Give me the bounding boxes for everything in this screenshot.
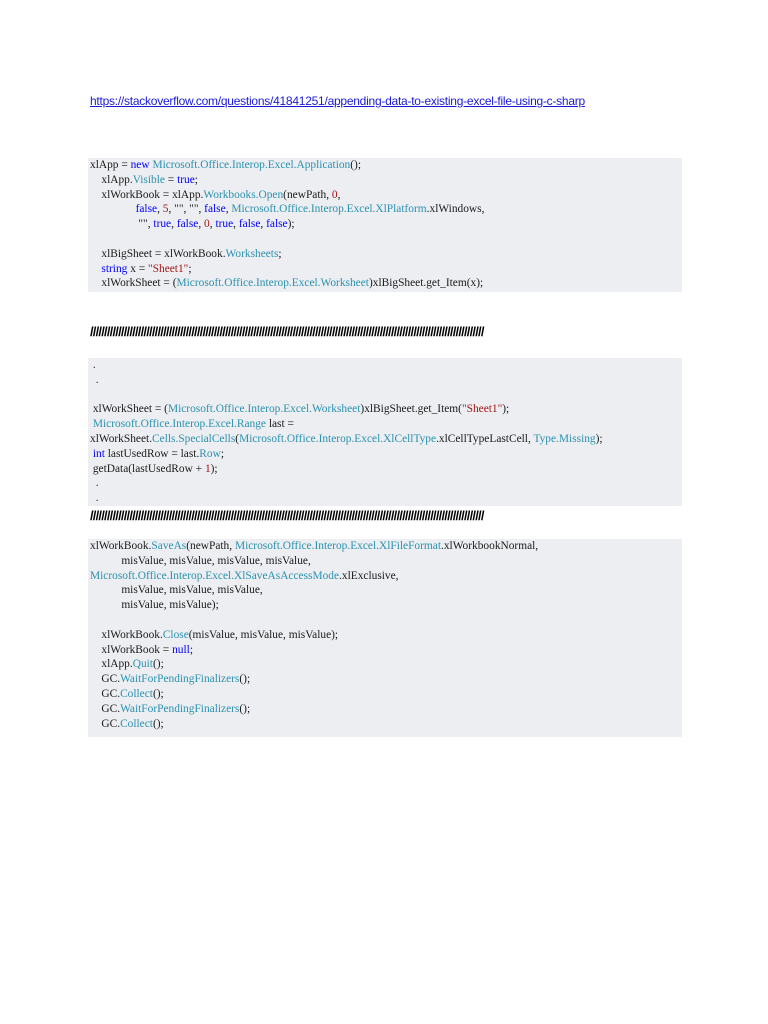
code-token: Collect	[120, 687, 153, 700]
code-token: Worksheets	[225, 247, 279, 260]
code-token: ;	[278, 247, 282, 260]
code-token: getData(lastUsedRow +	[90, 462, 205, 475]
code-token: misValue, misValue);	[90, 599, 219, 612]
code-token: xlWorkSheet = (	[90, 403, 168, 416]
code-token: false	[238, 218, 261, 231]
code-token: null	[172, 643, 190, 656]
code-line	[90, 717, 682, 732]
code-token: GC.	[90, 687, 121, 700]
code-token: .xlWindows,	[426, 203, 485, 216]
code-token: .	[90, 373, 99, 386]
code-line	[90, 276, 682, 291]
code-line	[90, 217, 682, 232]
code-token: int	[92, 447, 105, 460]
code-token: )xlBigSheet.get_Item(	[360, 403, 462, 416]
code-line	[90, 491, 682, 506]
code-token: SaveAs	[151, 540, 187, 552]
code-token: false	[266, 218, 288, 231]
code-token: (newPath,	[186, 540, 235, 552]
code-token: Microsoft.Office.Interop.Excel.Application	[152, 159, 351, 171]
code-token: GC.	[90, 673, 121, 686]
code-line	[90, 657, 682, 672]
code-token: (misValue, misValue, misValue);	[188, 628, 339, 641]
code-block-last-used-row	[88, 358, 682, 506]
code-token: (	[235, 432, 240, 445]
code-token: );	[502, 403, 510, 416]
code-line	[90, 476, 682, 491]
code-token: Close	[162, 628, 189, 641]
code-token: Visible	[132, 173, 165, 186]
code-token: Type.Missing	[533, 432, 596, 445]
code-token: "Sheet1"	[148, 262, 189, 275]
code-token: false	[204, 203, 226, 216]
code-token: );	[595, 432, 603, 445]
code-token: 5	[162, 203, 169, 216]
code-token: xlWorkBook.	[90, 540, 152, 552]
code-token: string	[101, 262, 128, 275]
code-token: "Sheet1"	[461, 403, 503, 416]
code-token: xlWorkBook.	[90, 628, 163, 641]
code-token: Collect	[120, 717, 153, 730]
code-token: ();	[152, 687, 164, 700]
code-token: true	[177, 173, 195, 186]
code-token: xlApp.	[90, 658, 133, 671]
code-token: xlApp =	[90, 159, 131, 171]
code-line	[90, 447, 682, 462]
code-token: ,	[171, 218, 177, 231]
code-token: Microsoft.Office.Interop.Excel.XlPlatform	[231, 203, 427, 216]
code-token: Microsoft.Office.Interop.Excel.Worksheet	[167, 403, 361, 416]
code-token: ;	[220, 447, 224, 460]
code-token: ();	[350, 159, 362, 171]
stackoverflow-link[interactable]: https://stackoverflow.com/questions/41841251/appending-data-to-existing-excel-file-using-c-sharp	[90, 94, 585, 108]
code-token: Microsoft.Office.Interop.Excel.XlFileFormat	[234, 540, 441, 552]
code-token	[90, 263, 101, 275]
code-token: ();	[152, 717, 164, 730]
code-token: Microsoft.Office.Interop.Excel.Worksheet	[176, 277, 369, 290]
code-line	[90, 402, 682, 417]
code-token: ();	[152, 658, 164, 671]
code-line	[90, 173, 682, 188]
code-token: lastUsedRow = last.	[104, 447, 200, 460]
code-line	[90, 539, 682, 554]
code-token: .xlExclusive,	[339, 569, 399, 582]
code-line	[90, 358, 682, 373]
code-token: );	[287, 218, 295, 231]
code-token: 0	[331, 188, 338, 201]
blank-line	[90, 388, 682, 403]
code-token: ,	[198, 218, 205, 231]
code-token: Microsoft.Office.Interop.Excel.XlCellType	[239, 432, 437, 445]
code-token: ,	[337, 188, 341, 201]
code-token: false	[176, 218, 199, 231]
code-token: .xlWorkbookNormal,	[441, 540, 539, 552]
code-token: misValue, misValue, misValue, misValue,	[90, 554, 311, 567]
code-token: false	[135, 203, 158, 216]
code-token: last =	[265, 418, 294, 431]
code-line	[90, 417, 682, 432]
code-token: 1	[204, 462, 211, 475]
code-token: xlWorkBook = xlApp.	[90, 188, 204, 201]
code-line	[90, 554, 682, 569]
code-token: ,	[233, 218, 239, 231]
code-token: );	[210, 462, 218, 475]
code-token: xlApp.	[90, 173, 133, 186]
code-token: new	[130, 159, 150, 171]
code-token: .	[90, 477, 99, 490]
code-line	[90, 373, 682, 388]
code-token: xlWorkSheet.	[90, 432, 153, 445]
code-token: ;	[194, 173, 198, 186]
code-token: ;	[189, 643, 193, 656]
code-block-open-workbook	[88, 158, 682, 292]
code-token: xlWorkSheet = (	[90, 277, 177, 290]
code-token: xlWorkBook =	[90, 643, 173, 656]
code-token: Quit	[132, 658, 153, 671]
code-line	[90, 702, 682, 717]
code-token: ,	[209, 218, 216, 231]
code-line	[90, 432, 682, 447]
code-line	[90, 158, 682, 173]
code-token: true	[153, 218, 172, 231]
code-token: xlBigSheet = xlWorkBook.	[90, 247, 226, 260]
code-token: Workbooks.Open	[203, 188, 284, 201]
code-token: ;	[188, 262, 192, 275]
code-token: .	[90, 492, 99, 505]
code-line	[90, 188, 682, 203]
code-token: )xlBigSheet.get_Item(x);	[368, 277, 484, 290]
code-line	[90, 262, 682, 277]
code-token: "",	[90, 218, 154, 231]
code-line	[90, 628, 682, 643]
code-block-save-close	[88, 539, 682, 737]
code-token: .xlCellTypeLastCell,	[436, 432, 534, 445]
code-line	[90, 583, 682, 598]
code-token	[90, 203, 136, 215]
code-line	[90, 462, 682, 477]
code-token: Cells.SpecialCells	[152, 432, 236, 445]
code-token: ,	[225, 203, 232, 216]
code-token: x =	[127, 262, 149, 275]
blank-line	[90, 232, 682, 247]
code-token: .	[90, 359, 96, 371]
code-line	[90, 643, 682, 658]
code-token: ,	[260, 218, 267, 231]
code-token: (newPath,	[283, 188, 332, 201]
slash-divider: ////////////////////////////////////////////////////////////////////////////////////////////////////////////////////////////////////////////	[90, 324, 484, 339]
code-token: WaitForPendingFinalizers	[120, 673, 240, 686]
code-token: GC.	[90, 717, 121, 730]
code-token: ,	[157, 203, 163, 216]
code-line	[90, 598, 682, 613]
code-token: WaitForPendingFinalizers	[120, 702, 240, 715]
code-line	[90, 672, 682, 687]
slash-divider: ////////////////////////////////////////////////////////////////////////////////////////////////////////////////////////////////////////////	[90, 508, 484, 523]
code-token: misValue, misValue, misValue,	[90, 584, 263, 597]
code-token: 0	[204, 218, 210, 231]
code-token: Row	[199, 447, 221, 460]
code-line	[90, 202, 682, 217]
code-token: , "", "",	[168, 203, 205, 216]
code-token: true	[215, 218, 234, 231]
code-token: =	[164, 173, 178, 186]
code-line	[90, 569, 682, 584]
code-token: ();	[239, 702, 251, 715]
code-token: Microsoft.Office.Interop.Excel.XlSaveAsAccessMode	[90, 569, 340, 582]
code-line	[90, 687, 682, 702]
code-token: GC.	[90, 702, 121, 715]
code-token: Microsoft.Office.Interop.Excel.Range	[92, 418, 266, 431]
blank-line	[90, 613, 682, 628]
code-line	[90, 247, 682, 262]
code-token: ();	[239, 673, 251, 686]
